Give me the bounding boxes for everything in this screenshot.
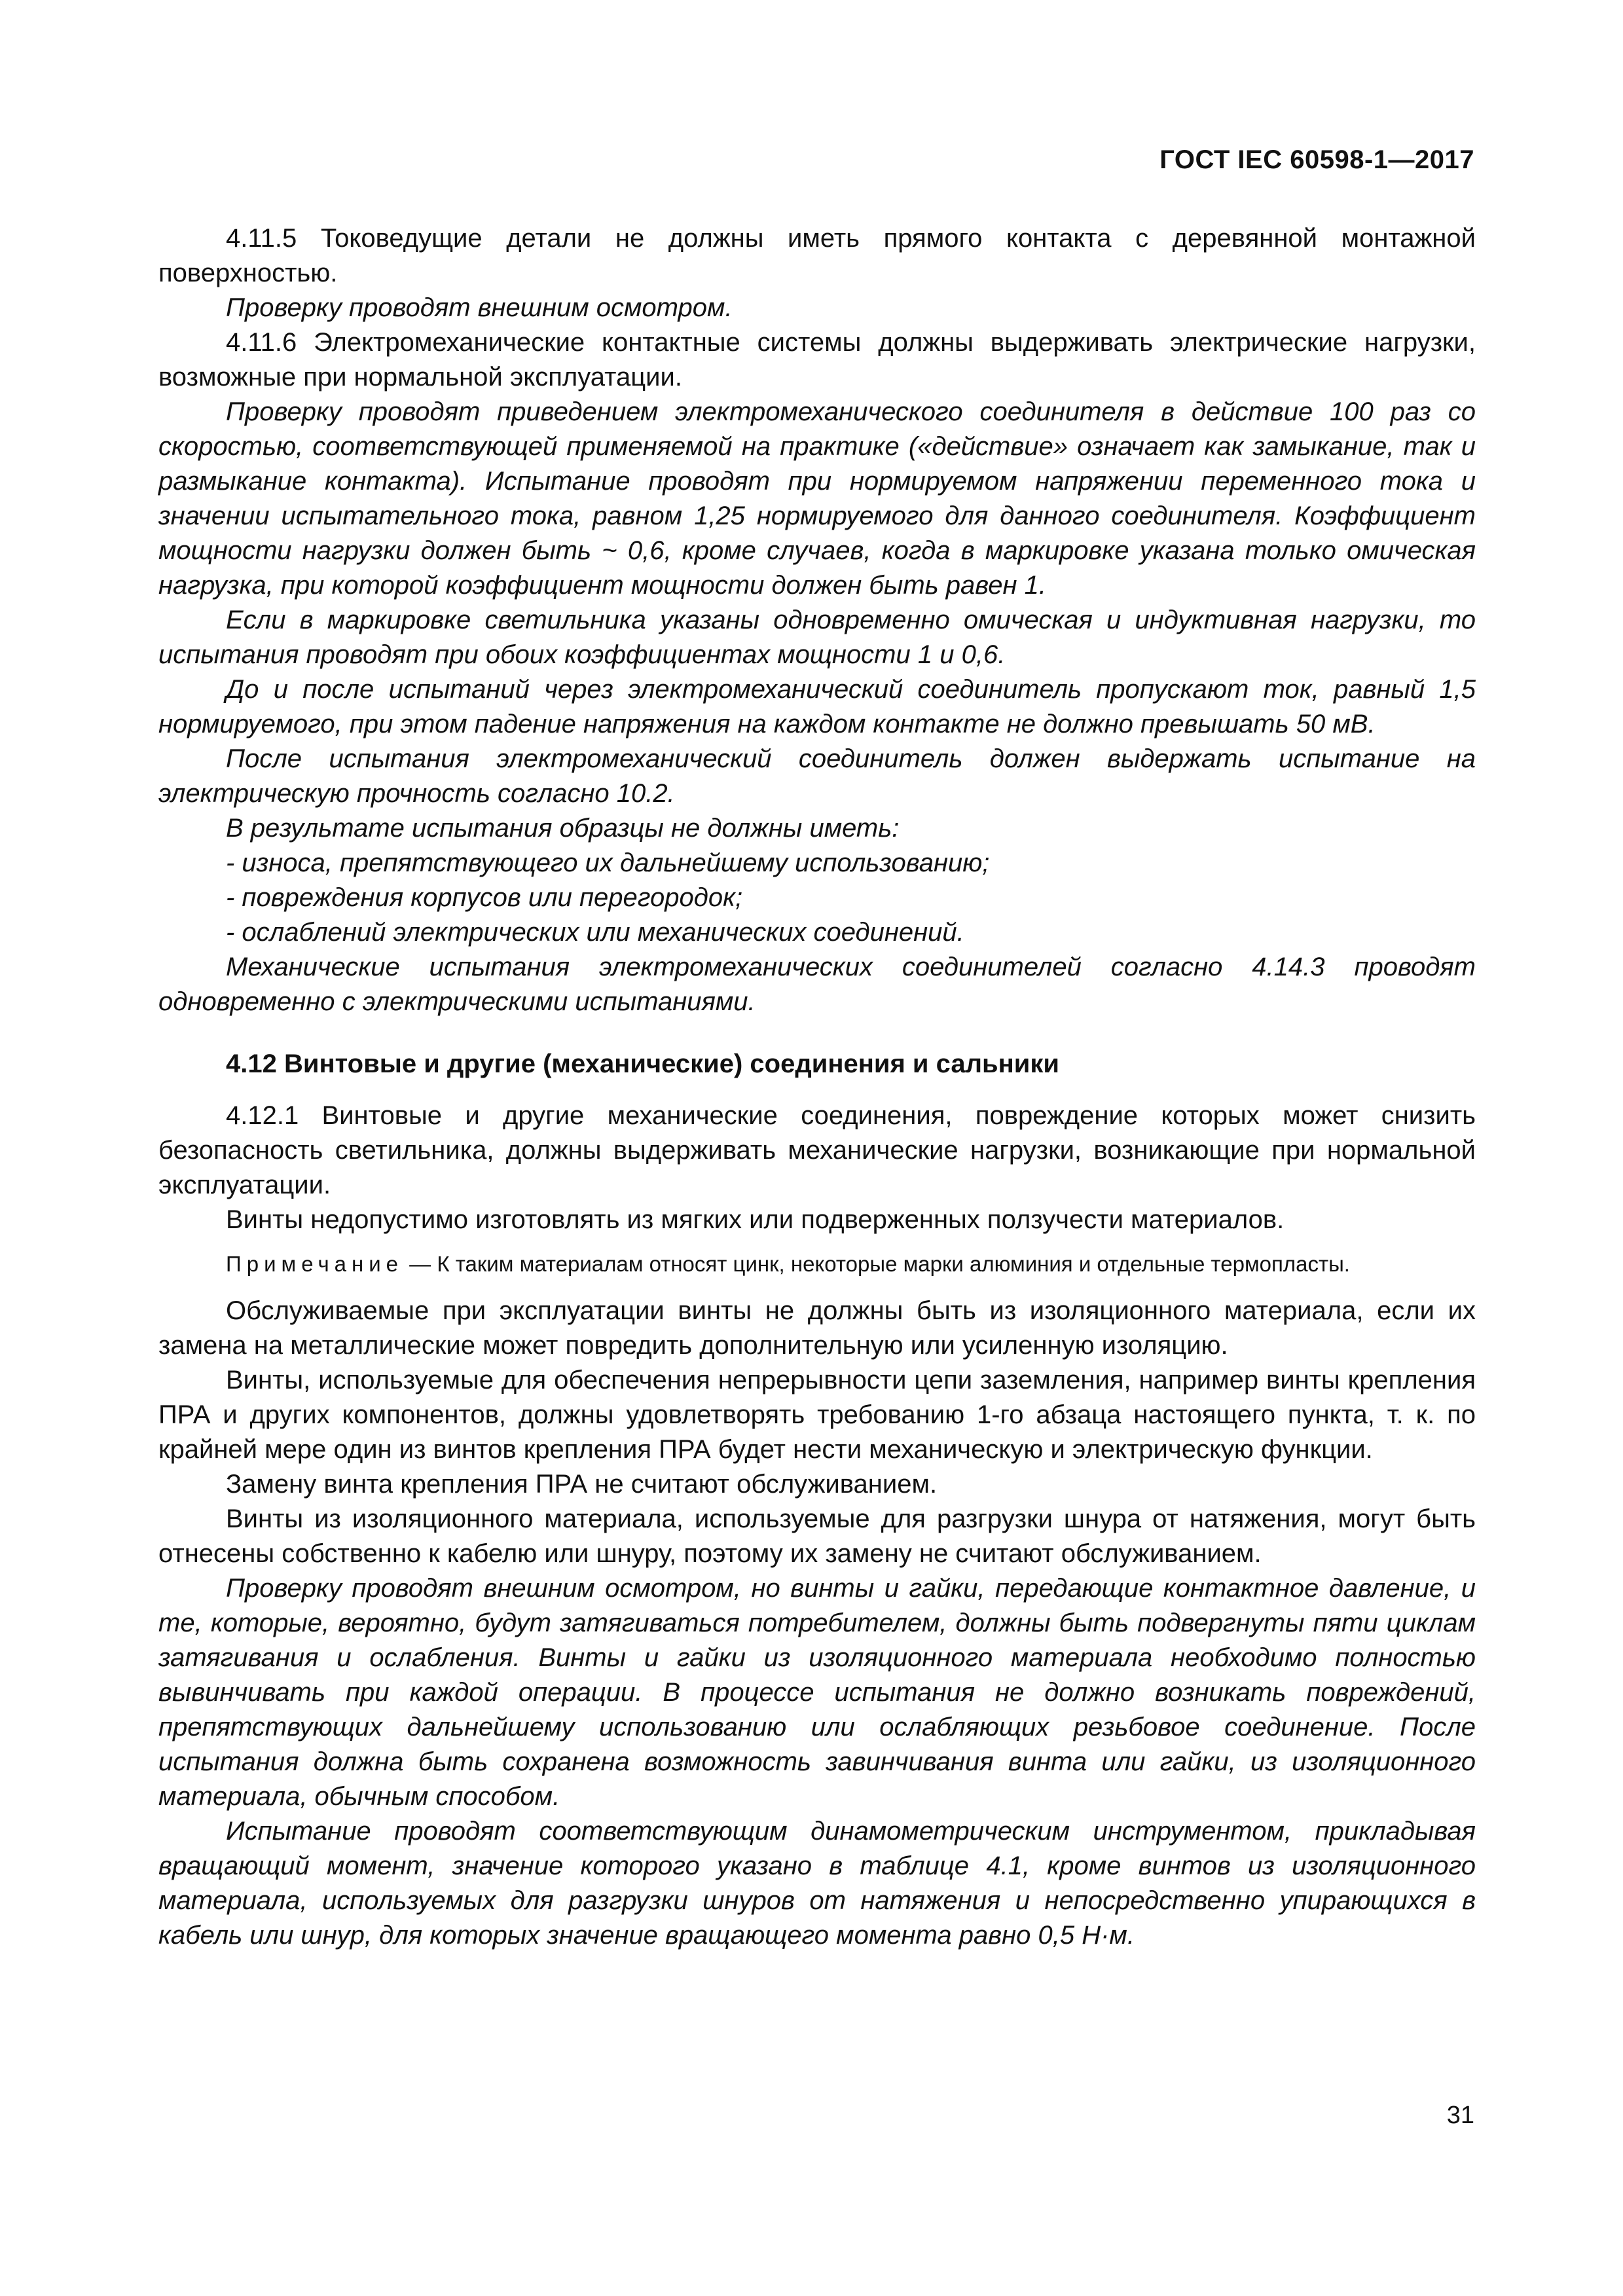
page-number: 31 bbox=[1446, 2102, 1474, 2129]
section-heading-4-12: 4.12 Винтовые и другие (механические) соединения и сальники bbox=[226, 1049, 1059, 1078]
list-item: - ослаблений электрических или механических соединений. bbox=[226, 918, 964, 947]
power-factor-paragraph: Если в маркировке светильника указаны одновременно омическая и индуктивная нагрузки, то испытания проводят при обоих коэффициентах мощности 1 и 0,6. bbox=[158, 606, 1476, 669]
page-body bbox=[158, 221, 1476, 1953]
note bbox=[158, 1248, 1476, 1281]
note-label: Примечание bbox=[226, 1252, 404, 1276]
result-intro-paragraph: В результате испытания образцы не должны иметь: bbox=[226, 814, 900, 843]
soft-materials-paragraph: Винты недопустимо изготовлять из мягких или подверженных ползучести материалов. bbox=[226, 1205, 1285, 1234]
test-procedure-paragraph: Проверку проводят приведением электромеханического соединителя в действие 100 раз со скоростью, соответствующей применяемой на практике («действие» означает как замыкание, так и размыкание контакта). Испытание проводят при нормируемом напряжении переменного тока и значении испытательного тока, равном 1,25 нормируемого для данного соединителя. Коэффициент мощности нагрузки должен быть ~ 0,6, кроме случаев, когда в маркировке указана только омическая нагрузка, при которой коэффициент мощности должен быть равен 1. bbox=[158, 397, 1476, 600]
insulating-screws-paragraph: Винты из изоляционного материала, используемые для разгрузки шнура от натяжения, могут быть отнесены собственно к кабелю или шнуру, поэтому их замену не считают обслуживанием. bbox=[158, 1504, 1476, 1568]
paragraph-4-11-6: 4.11.6 Электромеханические контактные системы должны выдерживать электрические нагрузки, возможные при нормальной эксплуатации. bbox=[158, 328, 1476, 392]
list-item: - износа, препятствующего их дальнейшему использованию; bbox=[226, 848, 990, 877]
list-item: - повреждения корпусов или перегородок; bbox=[226, 883, 743, 912]
earthing-screws-paragraph: Винты, используемые для обеспечения непрерывности цепи заземления, например винты крепления ПРА и других компонентов, должны удовлетворять требованию 1-го абзаца настоящего пункта, т. к. по крайней мере один из винтов крепления ПРА будет нести механическую и электрическую функции. bbox=[158, 1366, 1476, 1464]
mechanical-tests-paragraph: Механические испытания электромеханических соединителей согласно 4.14.3 проводят одновременно с электрическими испытаниями. bbox=[158, 953, 1476, 1016]
standard-designation: ГОСТ IEC 60598-1—2017 bbox=[1159, 145, 1474, 174]
serviced-screws-paragraph: Обслуживаемые при эксплуатации винты не должны быть из изоляционного материала, если их замена на металлические может повредить дополнительную или усиленную изоляцию. bbox=[158, 1296, 1476, 1360]
paragraph-4-11-5: 4.11.5 Токоведущие детали не должны иметь прямого контакта с деревянной монтажной поверхностью. bbox=[158, 224, 1476, 287]
torque-test-paragraph: Испытание проводят соответствующим динамометрическим инструментом, прикладывая вращающий момент, значение которого указано в таблице 4.1, кроме винтов из изоляционного материала, используемых для разгрузки шнуров от натяжения и непосредственно упирающихся в кабель или шнур, для которых значение вращающего момента равно 0,5 Н·м. bbox=[158, 1817, 1476, 1950]
check-paragraph: Проверку проводят внешним осмотром. bbox=[226, 293, 733, 322]
ballast-screw-paragraph: Замену винта крепления ПРА не считают обслуживанием. bbox=[226, 1470, 938, 1499]
dielectric-strength-paragraph: После испытания электромеханический соединитель должен выдержать испытание на электрическую прочность согласно 10.2. bbox=[158, 744, 1476, 808]
tightening-check-paragraph: Проверку проводят внешним осмотром, но винты и гайки, передающие контактное давление, и те, которые, вероятно, будут затягиваться потребителем, должны быть подвергнуты пяти циклам затягивания и ослабления. Винты и гайки из изоляционного материала необходимо полностью вывинчивать при каждой операции. В процессе испытания не должно возникать повреждений, препятствующих дальнейшему использованию или ослабляющих резьбовое соединение. После испытания должна быть сохранена возможность завинчивания винта или гайки, из изоляционного материала, обычным способом. bbox=[158, 1574, 1476, 1811]
paragraph-4-12-1: 4.12.1 Винтовые и другие механические соединения, повреждение которых может снизить безопасность светильника, должны выдерживать механические нагрузки, возникающие при нормальной эксплуатации. bbox=[158, 1101, 1476, 1199]
note-text: — К таким материалам относят цинк, некоторые марки алюминия и отдельные термопласты. bbox=[403, 1252, 1350, 1276]
voltage-drop-paragraph: До и после испытаний через электромеханический соединитель пропускают ток, равный 1,5 нормируемого, при этом падение напряжения на каждом контакте не должно превышать 50 мВ. bbox=[158, 675, 1476, 738]
